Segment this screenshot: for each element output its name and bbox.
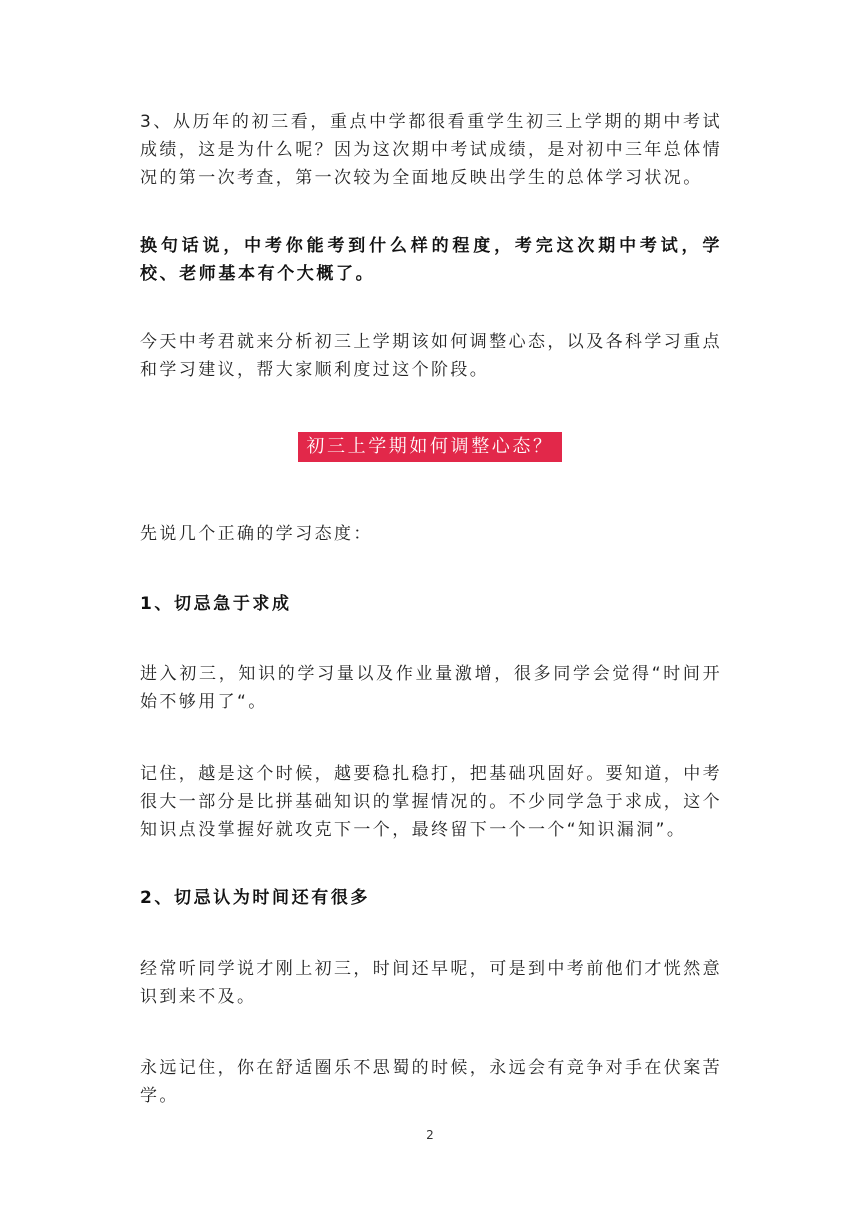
- section-heading-wrap: [0, 432, 860, 462]
- subheading-no-rush: 1、切忌急于求成: [140, 594, 292, 614]
- paragraph-comfort-zone: 永远记住，你在舒适圈乐不思蜀的时候，永远会有竞争对手在伏案苦学。: [140, 1058, 722, 1106]
- paragraph-time-early: 经常听同学说才刚上初三，时间还早呢，可是到中考前他们才恍然意识到来不及。: [140, 959, 722, 1007]
- paragraph-foundation: 记住，越是这个时候，越要稳扎稳打，把基础巩固好。要知道，中考很大一部分是比拼基础知识的掌握情况的。不少同学急于求成，这个知识点没掌握好就攻克下一个，最终留下一个一个“知识漏洞”。: [140, 764, 722, 840]
- paragraph-bold-summary: 换句话说，中考你能考到什么样的程度，考完这次期中考试，学校、老师基本有个大概了。: [140, 236, 722, 284]
- page-number: 2: [426, 1128, 434, 1142]
- subheading-time: 2、切忌认为时间还有很多: [140, 888, 371, 908]
- section-heading: 初三上学期如何调整心态？: [298, 432, 561, 462]
- paragraph-intro: 今天中考君就来分析初三上学期该如何调整心态，以及各科学习重点和学习建议，帮大家顺利度过这个阶段。: [140, 332, 722, 380]
- paragraph-attitudes-lead: 先说几个正确的学习态度：: [140, 524, 373, 544]
- paragraph-midterm-importance: 3、从历年的初三看，重点中学都很看重学生初三上学期的期中考试成绩，这是为什么呢？因为这次期中考试成绩，是对初中三年总体情况的第一次考查，第一次较为全面地反映出学生的总体学习状况。: [140, 112, 722, 188]
- paragraph-workload: 进入初三，知识的学习量以及作业量激增，很多同学会觉得“时间开始不够用了“。: [140, 664, 722, 712]
